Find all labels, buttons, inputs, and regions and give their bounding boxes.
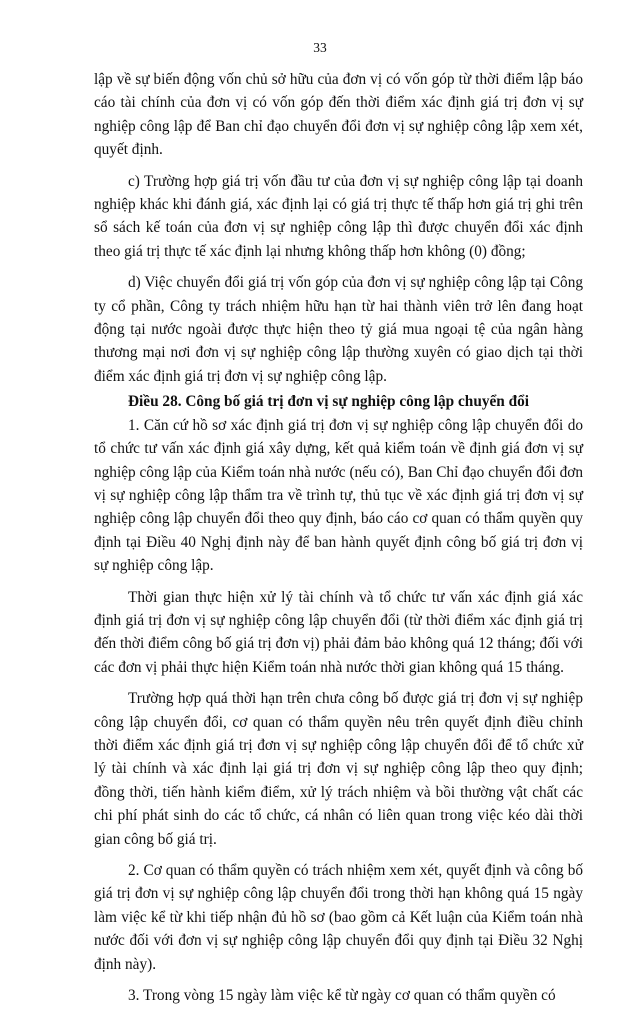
paragraph-article-28-clause-1: 1. Căn cứ hồ sơ xác định giá trị đơn vị sự nghiệp công lập chuyển đổi do tổ chức tư vấn xác định giá xây dựng, kết quả kiểm toán về định giá đơn vị sự nghiệp công lập của Kiểm toán nhà nước (nếu có), Ban Chỉ đạo chuyển đổi đơn vị sự nghiệp công lập thẩm tra về trình tự, thủ tục về xác định giá trị đơn vị sự nghiệp công lập chuyển đổi theo quy định, báo cáo cơ quan có thẩm quyền quy định tại Điều 40 Nghị định này để ban hành quyết định công bố giá trị đơn vị sự nghiệp công lập. — [94, 416, 583, 575]
paragraph-processing-time: Thời gian thực hiện xử lý tài chính và tổ chức tư vấn xác định giá xác định giá trị đơn vị sự nghiệp công lập chuyển đổi (từ thời điểm xác định giá trị đến thời điểm công bố giá trị đơn vị) phải đảm bảo không quá 12 tháng; đối với các đơn vị phải thực hiện Kiểm toán nhà nước thời gian không quá 15 tháng. — [94, 588, 583, 676]
article-28-heading: Điều 28. Công bố giá trị đơn vị sự nghiệp công lập chuyển đổi — [128, 393, 529, 411]
paragraph-article-28-clause-2: 2. Cơ quan có thẩm quyền có trách nhiệm xem xét, quyết định và công bố giá trị đơn vị sự nghiệp công lập chuyển đổi trong thời hạn không quá 15 ngày làm việc kể từ khi tiếp nhận đủ hồ sơ (bao gồm cả Kết luận của Kiểm toán nhà nước đối với đơn vị sự nghiệp công lập chuyển đổi quy định tại Điều 32 Nghị định này). — [94, 862, 583, 973]
document-body — [94, 68, 583, 1015]
paragraph-clause-d: d) Việc chuyển đổi giá trị vốn góp của đơn vị sự nghiệp công lập tại Công ty cổ phần, Công ty trách nhiệm hữu hạn từ hai thành viên trở lên đang hoạt động tại nước ngoài được thực hiện theo tỷ giá mua ngoại tệ của ngân hàng thương mại nơi đơn vị sự nghiệp công lập thường xuyên có giao dịch tại thời điểm xác định giá trị đơn vị sự nghiệp công lập. — [94, 274, 583, 385]
paragraph-clause-c: c) Trường hợp giá trị vốn đầu tư của đơn vị sự nghiệp công lập tại doanh nghiệp khác khi đánh giá, xác định lại có giá trị thực tế thấp hơn giá trị ghi trên sổ sách kế toán của đơn vị sự nghiệp công lập thì được chuyển đổi xác định theo giá trị thực tế xác định lại nhưng không thấp hơn không (0) đồng; — [94, 172, 583, 260]
paragraph-overdue-case: Trường hợp quá thời hạn trên chưa công bố được giá trị đơn vị sự nghiệp công lập chuyển đổi, cơ quan có thẩm quyền nêu trên quyết định điều chỉnh thời điểm xác định giá trị đơn vị sự nghiệp công lập chuyển đổi để tổ chức xử lý tài chính và xác định lại giá trị đơn vị sự nghiệp công lập theo quy định; đồng thời, tiến hành kiểm điểm, xử lý trách nhiệm và bồi thường vật chất các chi phí phát sinh do các tổ chức, cá nhân có liên quan trong việc kéo dài thời gian công bố giá trị. — [94, 690, 583, 848]
paragraph-article-28-clause-3: 3. Trong vòng 15 ngày làm việc kể từ ngày cơ quan có thẩm quyền có — [128, 987, 556, 1005]
page-number: 33 — [313, 40, 327, 55]
paragraph-continuation: lập về sự biến động vốn chủ sở hữu của đơn vị có vốn góp từ thời điểm lập báo cáo tài chính của đơn vị có vốn góp đến thời điểm xác định giá trị đơn vị sự nghiệp công lập để Ban chỉ đạo chuyển đổi đơn vị sự nghiệp công lập xem xét, quyết định. — [94, 71, 583, 159]
